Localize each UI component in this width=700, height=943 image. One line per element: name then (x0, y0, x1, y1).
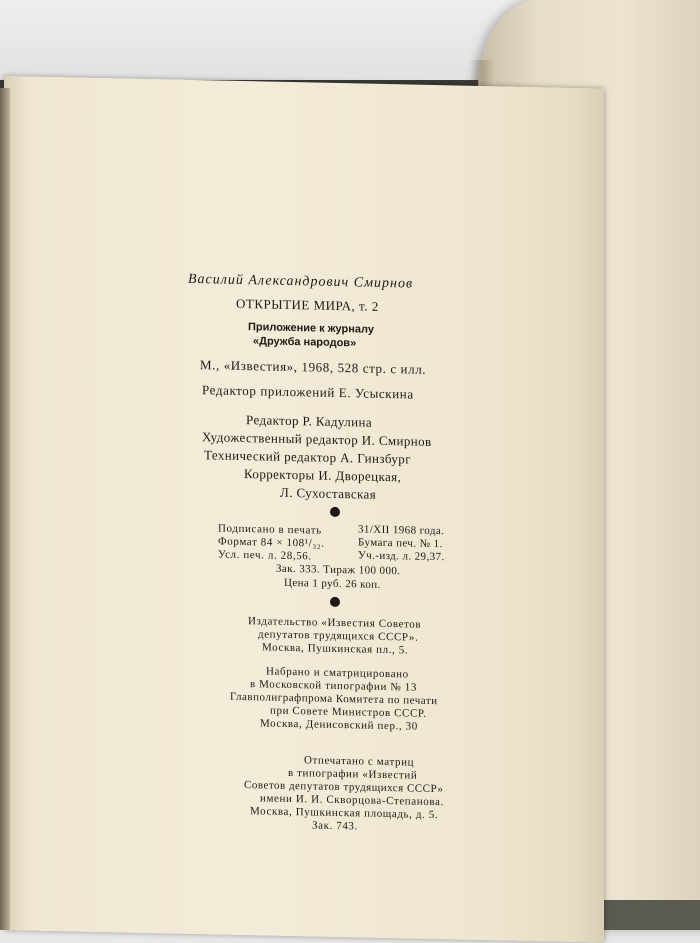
book-cover-edge (590, 900, 700, 930)
typesetter-line-1: Набрано и сматрицировано (266, 665, 409, 681)
publisher-line-1: Издательство «Известия Советов (248, 615, 422, 631)
imprint-page (4, 76, 604, 943)
typesetter-line-2: в Московской типографии № 13 (250, 678, 417, 694)
editor-credit: Редактор Р. Кадулина (246, 412, 373, 430)
supplements-editor: Редактор приложений Е. Усыскина (202, 382, 414, 402)
supplement-line-2: «Дружба народов» (253, 335, 357, 350)
publisher-line-3: Москва, Пушкинская пл., 5. (262, 641, 409, 657)
publisher-sheets: Уч.-изд. л. 29,37. (358, 549, 445, 564)
correctors-credit-1: Корректоры И. Дворецкая, (244, 466, 402, 485)
order-print-run: Зак. 333. Тираж 100 000. (276, 562, 401, 578)
signed-to-print: Подписано в печать (218, 522, 322, 537)
separator-dot-1 (330, 507, 340, 517)
typesetter-line-3: Главполиграфпрома Комитета по печати (230, 690, 438, 708)
price-info: Цена 1 руб. 26 коп. (284, 576, 381, 591)
typesetter-line-5: Москва, Денисовский пер., 30 (260, 717, 418, 733)
printer-line-4: имени И. И. Скворцова-Степанова. (260, 792, 444, 809)
printer-line-5: Москва, Пушкинская площадь, д. 5. (250, 805, 439, 822)
separator-dot-2 (330, 597, 340, 607)
printer-line-3: Советов депутатов трудящихся СССР» (244, 779, 444, 796)
supplement-line-1: Приложение к журналу (248, 321, 374, 336)
conditional-sheets: Усл. печ. л. 28,56. (218, 548, 312, 563)
typesetter-line-4: при Совете Министров СССР. (270, 704, 427, 720)
format-info: Формат 84 × 108¹/₃₂. (218, 535, 325, 550)
printer-order: Зак. 743. (312, 819, 358, 833)
page-stack-edge (0, 88, 10, 930)
correctors-credit-2: Л. Сухоставская (280, 484, 377, 502)
art-editor-credit: Художественный редактор И. Смирнов (202, 429, 432, 449)
book-title: ОТКРЫТИЕ МИРА, т. 2 (236, 295, 379, 314)
printer-line-1: Отпечатано с матриц (304, 754, 415, 769)
publisher-line-2: депутатов трудящихся СССР». (258, 628, 419, 644)
printer-line-2: в типографии «Известий (288, 766, 418, 782)
paper-info: Бумага печ. № 1. (358, 536, 443, 551)
publication-line: М., «Известия», 1968, 528 стр. с илл. (200, 357, 427, 377)
author-name: Василий Александрович Смирнов (188, 271, 414, 292)
tech-editor-credit: Технический редактор А. Гинзбург (204, 447, 411, 467)
signed-date: 31/XII 1968 года. (358, 523, 445, 538)
